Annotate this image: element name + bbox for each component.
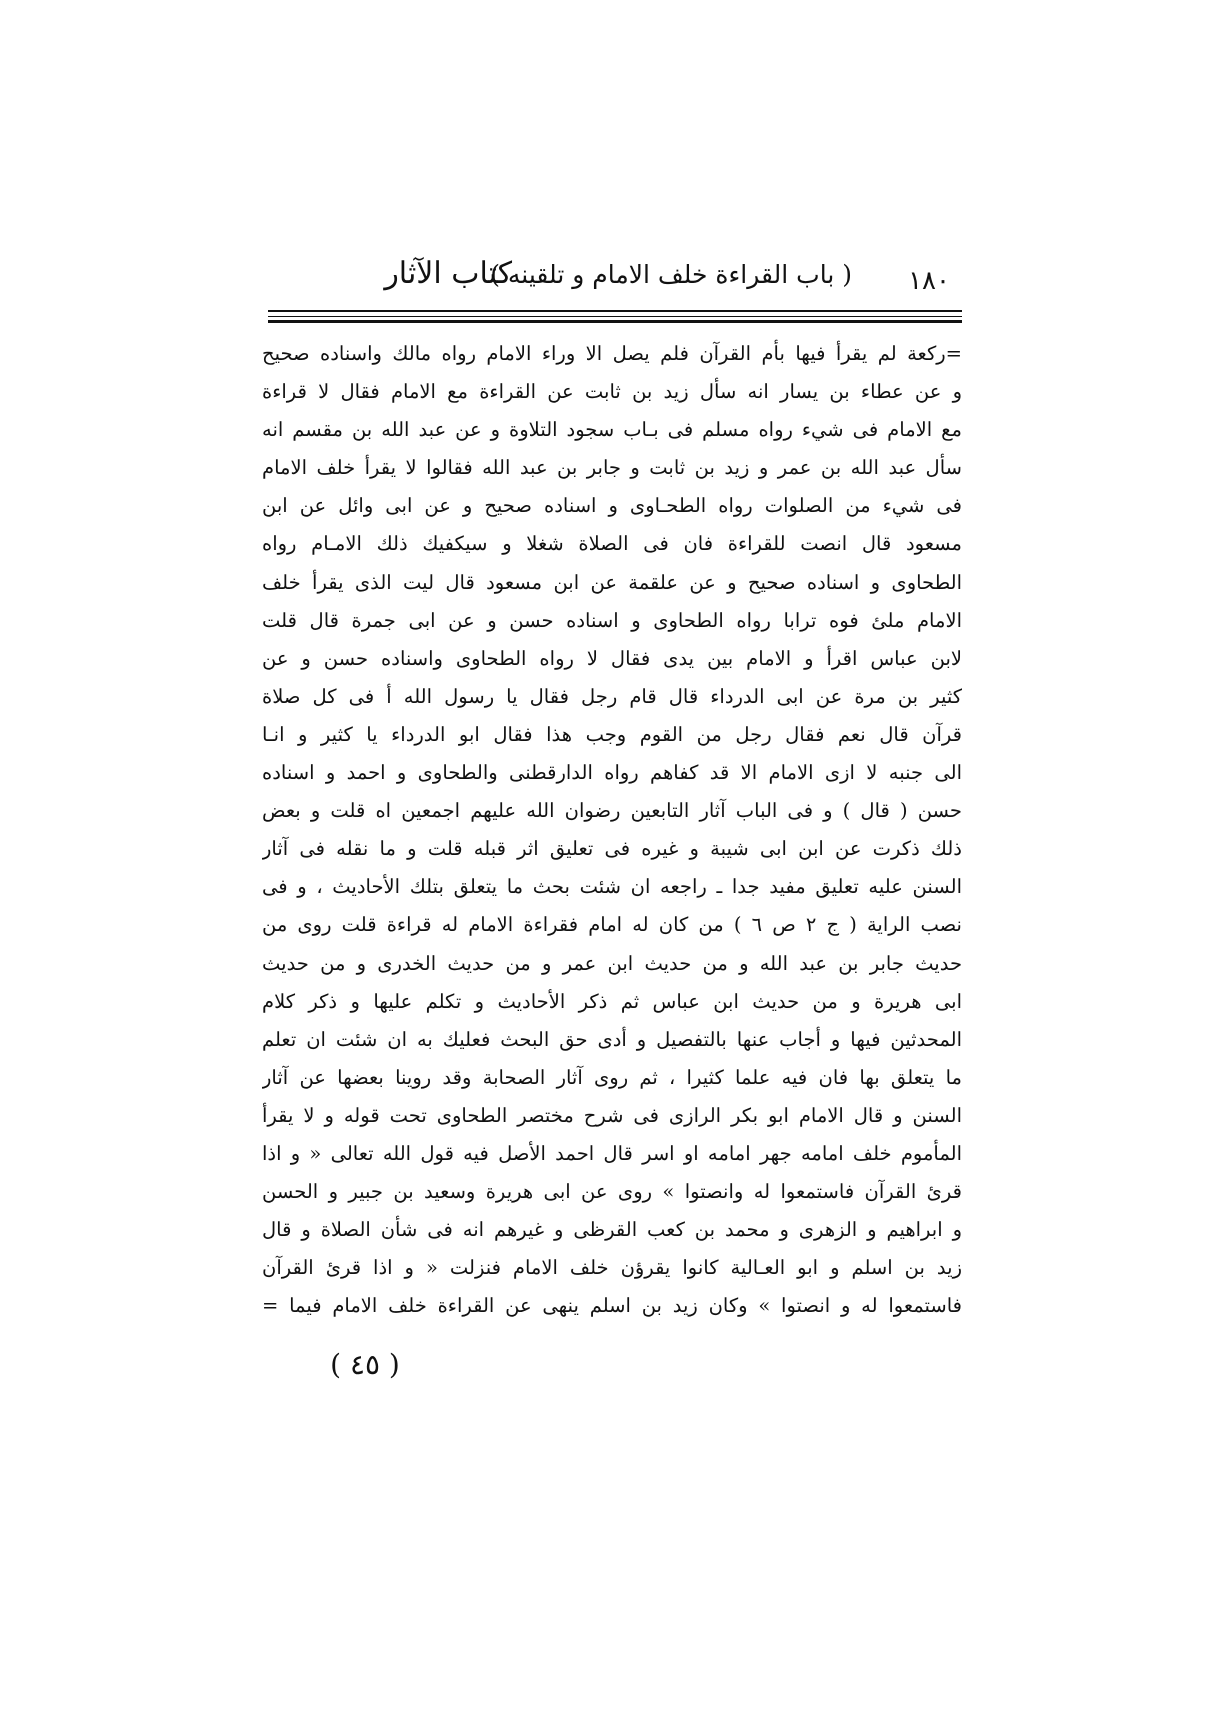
text-line: =ركعة لم يقرأ فيها بأم القرآن فلم يصل الا وراء الامام رواه مالك واسناده صحيح	[262, 342, 962, 365]
text-line: ذلك ذكرت عن ابن ابى شيبة و غيره فى تعليق اثر قبله قلت و ما نقله فى آثار	[262, 837, 962, 861]
book-title: كتاب الآثار	[384, 256, 512, 291]
text-line: لابن عباس اقرأ و الامام بين يدى فقال لا رواه الطحاوى واسناده حسن و عن	[262, 646, 962, 670]
text-line: و عن عطاء بن يسار انه سأل زيد بن ثابت عن القراءة مع الامام فقال لا قراءة	[262, 380, 962, 404]
text-line: السنن عليه تعليق مفيد جدا ـ راجعه ان شئت بحث ما يتعلق بتلك الأحاديث ، و فى	[262, 875, 962, 899]
chapter-title: ( باب القراءة خلف الامام و تلقينه )	[490, 260, 852, 289]
text-line: قرئ القرآن فاستمعوا له وانصتوا » روى عن ابى هريرة وسعيد بن جبير و الحسن	[262, 1180, 962, 1204]
text-line: ابى هريرة و من حديث ابن عباس ثم ذكر الأحاديث و تكلم عليها و ذكر كلام	[262, 989, 962, 1013]
text-line: فاستمعوا له و انصتوا » وكان زيد بن اسلم ينهى عن القراءة خلف الامام فيما =	[262, 1294, 962, 1318]
text-line: المحدثين فيها و أجاب عنها بالتفصيل و أدى حق البحث فعليك به ان شئت ان تعلم	[262, 1027, 962, 1051]
text-line: الطحاوى و اسناده صحيح و عن علقمة عن ابن مسعود قال ليت الذى يقرأ خلف	[262, 570, 962, 594]
header-rule	[268, 316, 962, 317]
text-line: زيد بن اسلم و ابو العـالية كانوا يقرؤن خلف الامام فنزلت « و اذا قرئ القرآن	[262, 1256, 962, 1280]
text-line: مع الامام فى شيء رواه مسلم فى بـاب سجود التلاوة و عن عبد الله بن مقسم انه	[262, 418, 962, 442]
body-text	[262, 335, 962, 1325]
text-line: السنن و قال الامام ابو بكر الرازى فى شرح مختصر الطحاوى تحت قوله و لا يقرأ	[262, 1103, 962, 1127]
text-line: سأل عبد الله بن عمر و زيد بن ثابت و جابر بن عبد الله فقالوا لا يقرأ خلف الامام	[262, 456, 962, 480]
text-line: الامام ملئ فوه ترابا رواه الطحاوى و اسناده حسن و عن ابى جمرة قال قلت	[262, 608, 962, 632]
text-line: فى شيء من الصلوات رواه الطحـاوى و اسناده صحيح و عن ابى وائل عن ابن	[262, 494, 962, 518]
text-line: حديث جابر بن عبد الله و من حديث ابن عمر و من حديث الخدرى و من حديث	[262, 951, 962, 975]
text-line: و ابراهيم و الزهرى و محمد بن كعب القرظى و غيرهم انه فى شأن الصلاة و قال	[262, 1218, 962, 1242]
text-line: ما يتعلق بها فان فيه علما كثيرا ، ثم روى آثار الصحابة وقد روينا بعضها عن آثار	[262, 1065, 962, 1089]
text-line: قرآن قال نعم فقال رجل من القوم وجب هذا فقال ابو الدرداء يا كثير و انـا	[262, 722, 962, 746]
text-line: الى جنبه لا ازى الامام الا قد كفاهم رواه الدارقطنى والطحاوى و احمد و اسناده	[262, 761, 962, 785]
signature-number: ( ٤٥ )	[330, 1348, 400, 1381]
header-rule	[268, 310, 962, 312]
text-line: مسعود قال انصت للقراءة فان فى الصلاة شغلا و سيكفيك ذلك الامـام رواه	[262, 532, 962, 556]
text-line: المأموم خلف امامه جهر امامه او اسر قال احمد الأصل فيه قول الله تعالى « و اذا	[262, 1141, 962, 1165]
page-number: ١٨٠	[908, 266, 950, 296]
text-line: حسن ( قال ) و فى الباب آثار التابعين رضوان الله عليهم اجمعين اه قلت و بعض	[262, 799, 962, 823]
text-line: كثير بن مرة عن ابى الدرداء قال قام رجل فقال يا رسول الله أ فى كل صلاة	[262, 684, 962, 708]
page-header	[270, 250, 962, 302]
text-line: نصب الراية ( ج ٢ ص ٦ ) من كان له امام فقراءة الامام له قراءة قلت روى من	[262, 913, 962, 937]
header-rule	[268, 320, 962, 323]
